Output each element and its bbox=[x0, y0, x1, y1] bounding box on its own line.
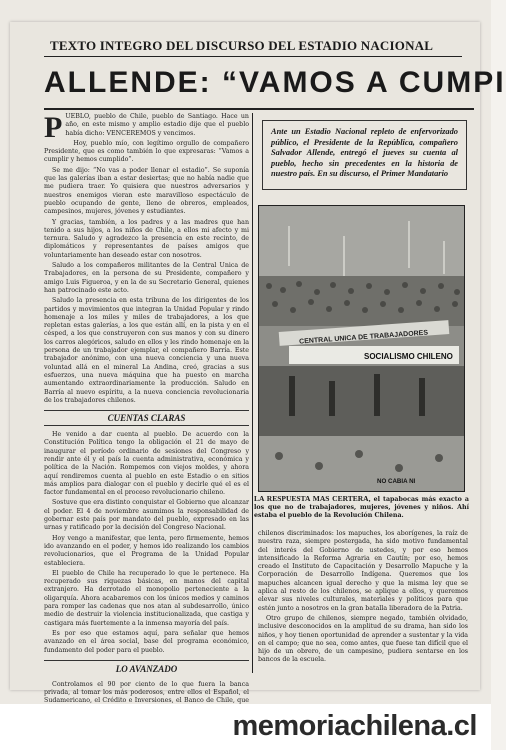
memoriachilena-watermark: memoriachilena.cl bbox=[232, 710, 477, 742]
body-paragraph: Y gracias, también, a los padres y a las madres que han tenido a sus hijos, a los niños de Chile, a ellos mi afecto y mi ternura. Saludo y agradezco la presencia en este recinto, de diplomáticos y representantes de países amigos que voluntariamente han deseado estar con nosotros. bbox=[44, 218, 249, 259]
caption-lead: LA RESPUESTA MAS CERTERA, bbox=[254, 494, 371, 503]
right-column bbox=[258, 530, 468, 690]
article-headline: ALLENDE: “VAMOS A CUMPI bbox=[44, 66, 506, 99]
body-paragraph: Hoy vengo a manifestar, que lenta, pero firmemente, hemos ido avanzando en el poder, y hemos ido realizando los cambios revolucionarios, que el Programa de la Unidad Popular estableciera. bbox=[44, 534, 249, 567]
body-paragraph: El pueblo de Chile ha recuperado lo que le pertenece. Ha recuperado sus riquezas básicas, en manos del capital extranjero. Ha derrotado el monopolio perteneciente a la oligarquía. Ahora acabaremos con los únicos medios y caminos para romper las cadenas que nos atan al subdesarrollo, único medio de destruir la violencia institucionalizada, que castiga y castigara más fuertemente a la inmensa mayoría del país. bbox=[44, 569, 249, 627]
drop-cap: P bbox=[44, 111, 63, 144]
subhead-cuentas-claras: CUENTAS CLARAS bbox=[44, 410, 249, 426]
crowd-photo-image bbox=[259, 206, 464, 491]
photo-banner-cut: CENTRAL UNICA DE TRABAJADORES bbox=[298, 329, 429, 346]
watermark-bar bbox=[0, 704, 491, 750]
photo-caption bbox=[254, 494, 469, 528]
body-paragraph: Otro grupo de chilenos, siempre negado, también olvidado, inclusive desconocidos en la amplitud de su drama, han sido los niños, y hoy tienen oportunidad de aprender a sustentar y la vida en el campo; que no sea, como antes, que fuese tan difícil que el hijo de un obrero, de un campesino, pudiera sentarse en los bancos de la escuela. bbox=[258, 614, 468, 664]
body-paragraph: Es por eso que estamos aquí, para señalar que hemos avanzado en el área social, base del programa económico, fundamento del poder para el pueblo. bbox=[44, 629, 249, 654]
kicker-rule bbox=[44, 56, 462, 57]
article-deck: Ante un Estadio Nacional repleto de enfervorizado público, el Presidente de la República, compañero Salvador Allende, entregó el jueves su cuenta al pueblo, hecho sin precedentes en la historia de nuestro país. En su discurso, el Primer Mandatario bbox=[262, 120, 467, 190]
body-paragraph: Hoy, pueblo mío, con legítimo orgullo de compañero Presidente, que es como también lo que expresaras: “Vamos a cumplir y hemos cumplido”. bbox=[44, 139, 249, 164]
subhead-lo-avanzado: LO AVANZADO bbox=[44, 660, 249, 676]
caption-body: el tapabocas más exacto a los que no de trabajadores, mujeres, jóvenes y niños. Ahí estaba el pueblo de la Revolución Chilena. bbox=[254, 496, 469, 519]
body-paragraph: Saludo a los compañeros militantes de la Central Unica de Trabajadores, en la persona de su Presidente, compañero y amigo Luis Figueroa, y en la de su Secretario General, quienes han patrocinado este acto. bbox=[44, 262, 249, 294]
body-paragraph: Saludo la presencia en esta tribuna de los dirigentes de los partidos y movimientos que integran la Unidad Popular y rindo homenaje a los miles y miles de trabajadores, a los que repletan estas galerías, a los que están allí, en la pista y en el césped, a los que construyeron con sus manos y con su dinero los carros alegóricos, saludo en ellos y les rindo homenaje en la persona de un trabajador ejemplar, el compañero Barría. Este trabajador anónimo, con una nueva conciencia y una nueva voluntad allá en el mineral La Andina, creó, gracias a sus esfuerzos, una nueva máquina que ha puesto en marcha aumentando extraordinariamente la producción. Saludo en Barría al nuevo espíritu, a la nueva conciencia revolucionaria de los trabajadores chilenos. bbox=[44, 297, 249, 404]
body-paragraph: chilenos discriminados: los mapuches, los aborígenes, la raíz de nuestra raza, siempre postergada, ha sido motivo fundamental del interés del Gobierno de ustedes, y por eso hemos intensificado la Reforma Agraria en Cautín; por eso, hemos creado el Instituto de Capacitación y Desarrollo Mapuche y la Corporación de Desarrollo Indígena. Queremos que los mapuches alcancen igual derecho y que la misma ley que se aplica al resto de los chilenos, se aplique a ellos, y queremos elevar sus niveles culturales, materiales y políticos para que estén junto a nosotros en la gran batalla liberadora de la Patria. bbox=[258, 530, 468, 612]
body-paragraph: Controlamos el 90 por ciento de lo que fuera la banca privada, al tomar los más poderosos, entre ellos el Español, el Sudamericano, el Crédito e Inversiones, el Banco de Chile, que bbox=[44, 680, 249, 705]
left-column bbox=[44, 111, 249, 705]
column-divider bbox=[252, 113, 253, 673]
body-paragraph: UEBLO, pueblo de Chile, pueblo de Santiago. Hace un año, en este mismo y amplio estadio dije que el pueblo había dicho: VENCEREMOS y vencimos. bbox=[65, 113, 249, 137]
body-paragraph: He venido a dar cuenta al pueblo. De acuerdo con la Constitución Política tengo la obligación el 21 de mayo de inaugurar el período ordinario de sesiones del Congreso y rendir ante él y el país la cuenta administrativa, económica y política de la Nación. Rompemos con viejos moldes, y ahora aquí rendiremos cuenta al pueblo en este Estadio o en sitios más amplios para dialogar con el pueblo y decirle qué el es el factor fundamental en el proceso revolucionario chileno. bbox=[44, 431, 249, 497]
headline-rule bbox=[44, 108, 474, 110]
body-paragraph: Se me dijo: “No vas a poder llenar el estadio”. Se suponía que las galerías iban a estar desiertas; que no había nadie que me pudiera traer. Yo quisiera que nuestros adversarios y nuestros enemigos vieran este maravilloso espectáculo de pueblo ocupando de gente, lleno de obreros, empleados, campesinos, mujeres, jóvenes y estudiantes. bbox=[44, 166, 249, 216]
photo-tag: NO CABIA NI bbox=[377, 478, 416, 485]
article-kicker: TEXTO INTEGRO DEL DISCURSO DEL ESTADIO NACIONAL bbox=[50, 38, 434, 53]
body-paragraph: Sostuve que era distinto conquistar el Gobierno que alcanzar el poder. El 4 de noviembre asumimos la responsabilidad de gobernar este país por mandato del pueblo, expresado en las urnas y ratificado por la decisión del Congreso Nacional. bbox=[44, 499, 249, 532]
photo-banner-socialismo: SOCIALISMO CHILENO bbox=[364, 352, 453, 361]
stadium-crowd-photo bbox=[258, 205, 465, 492]
